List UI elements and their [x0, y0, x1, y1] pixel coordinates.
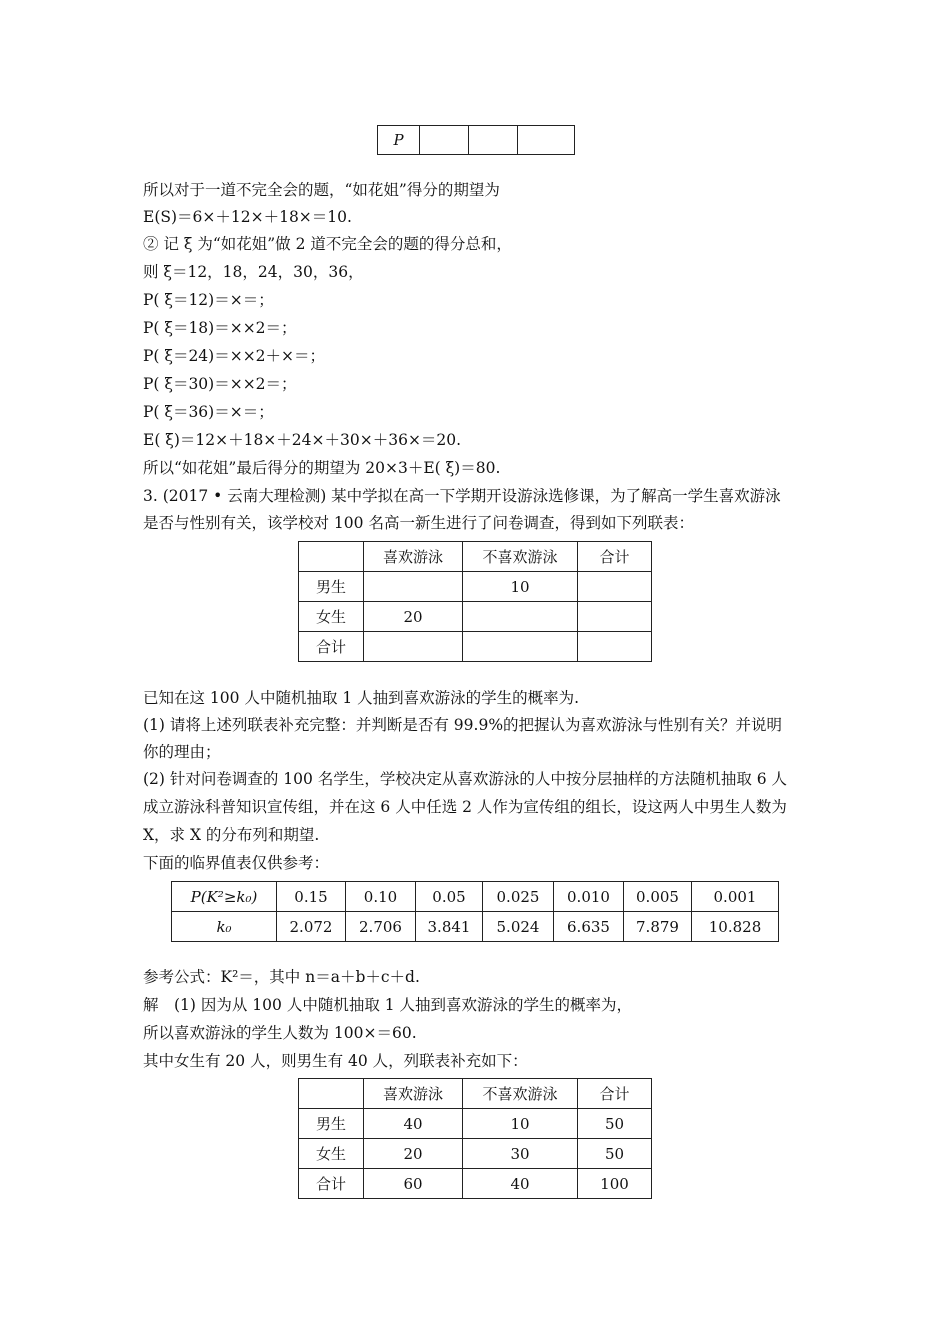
question-part-2: (2) 针对问卷调查的 100 名学生，学校决定从喜欢游泳的人中按分层抽样的方法随机抽取 6 人 [143, 770, 788, 788]
solution-text: 所以喜欢游泳的学生人数为 100×＝60. [143, 1024, 417, 1042]
table-header [299, 1079, 364, 1109]
formula-line: E( ξ)＝12×＋18×＋24×＋30×＋36×＝20. [143, 431, 462, 449]
table-cell: 0.010 [554, 882, 624, 912]
table-cell: 30 [463, 1139, 578, 1169]
solution-text: 解 (1) 因为从 100 人中随机抽取 1 人抽到喜欢游泳的学生的概率为， [143, 996, 633, 1014]
text-line: 已知在这 100 人中随机抽取 1 人抽到喜欢游泳的学生的概率为. [143, 689, 580, 707]
probability-table-fragment [377, 125, 575, 155]
formula-line: P( ξ＝12)＝×＝； [143, 291, 274, 309]
probability-cell [420, 126, 469, 155]
formula-line: P( ξ＝30)＝××2＝； [143, 375, 297, 393]
solution-text: 其中女生有 20 人，则男生有 40 人，列联表补充如下： [143, 1052, 528, 1070]
table-cell: 40 [364, 1109, 463, 1139]
table-cell: 50 [578, 1109, 652, 1139]
probability-label: P [378, 126, 420, 155]
table-header: 合计 [578, 542, 652, 572]
contingency-table-blank [298, 541, 652, 662]
table-cell: 0.025 [483, 882, 554, 912]
table-header: 不喜欢游泳 [463, 542, 578, 572]
table-cell: 2.072 [277, 912, 346, 942]
table-cell: 女生 [299, 602, 364, 632]
critical-value-table [171, 881, 779, 942]
table-cell: 0.05 [416, 882, 483, 912]
problem-statement: 3. (2017 • 云南大理检测) 某中学拟在高一下学期开设游泳选修课，为了解高一学生喜欢游泳 [143, 487, 781, 505]
question-part-2: 成立游泳科普知识宣传组，并在这 6 人中任选 2 人作为宣传组的组长，设这两人中男生人数为 [143, 798, 787, 816]
table-cell: 0.005 [624, 882, 692, 912]
table-cell: 7.879 [624, 912, 692, 942]
probability-cell [518, 126, 575, 155]
text-line: 则 ξ＝12，18，24，30，36， [143, 263, 364, 281]
table-header: 喜欢游泳 [364, 542, 463, 572]
table-cell [578, 572, 652, 602]
table-cell: 10 [463, 1109, 578, 1139]
question-part-1: 你的理由； [143, 743, 221, 761]
table-header: 合计 [578, 1079, 652, 1109]
table-cell: 0.15 [277, 882, 346, 912]
table-cell: P(K²≥k₀) [172, 882, 277, 912]
table-cell [463, 602, 578, 632]
table-header [299, 542, 364, 572]
table-cell: 20 [364, 602, 463, 632]
table-cell: 60 [364, 1169, 463, 1199]
formula-line: P( ξ＝36)＝×＝； [143, 403, 274, 421]
formula-line: E(S)＝6×＋12×＋18×＝10. [143, 208, 352, 226]
question-part-2: X，求 X 的分布列和期望. [143, 826, 320, 844]
table-cell: 合计 [299, 1169, 364, 1199]
table-cell: 2.706 [346, 912, 416, 942]
contingency-table-completed [298, 1078, 652, 1199]
table-cell: 5.024 [483, 912, 554, 942]
table-cell: 男生 [299, 572, 364, 602]
table-cell: 3.841 [416, 912, 483, 942]
table-cell [578, 602, 652, 632]
table-cell: 10.828 [692, 912, 779, 942]
formula-line: P( ξ＝24)＝××2＋×＝； [143, 347, 326, 365]
problem-statement: 是否与性别有关，该学校对 100 名高一新生进行了问卷调查，得到如下列联表： [143, 514, 694, 532]
question-part-1: (1) 请将上述列联表补充完整：并判断是否有 99.9%的把握认为喜欢游泳与性别有关？并说明 [143, 716, 783, 734]
text-line: 下面的临界值表仅供参考： [143, 854, 330, 872]
table-cell: 6.635 [554, 912, 624, 942]
table-cell [463, 632, 578, 662]
reference-formula: 参考公式：K²＝，其中 n＝a＋b＋c＋d. [143, 968, 420, 986]
table-cell [364, 572, 463, 602]
table-cell: 合计 [299, 632, 364, 662]
text-line: 所以“如花姐”最后得分的期望为 20×3＋E( ξ)＝80. [143, 459, 501, 477]
text-line: 所以对于一道不完全会的题，“如花姐”得分的期望为 [143, 181, 500, 199]
probability-cell [469, 126, 518, 155]
table-cell: 0.001 [692, 882, 779, 912]
table-cell: 40 [463, 1169, 578, 1199]
table-cell [578, 632, 652, 662]
text-line: ② 记 ξ 为“如花姐”做 2 道不完全会的题的得分总和， [143, 235, 512, 253]
table-cell: 男生 [299, 1109, 364, 1139]
table-header: 不喜欢游泳 [463, 1079, 578, 1109]
table-cell: 100 [578, 1169, 652, 1199]
table-cell: 50 [578, 1139, 652, 1169]
table-cell: 20 [364, 1139, 463, 1169]
formula-line: P( ξ＝18)＝××2＝； [143, 319, 297, 337]
table-cell: k₀ [172, 912, 277, 942]
table-cell: 女生 [299, 1139, 364, 1169]
table-header: 喜欢游泳 [364, 1079, 463, 1109]
table-cell: 10 [463, 572, 578, 602]
table-cell [364, 632, 463, 662]
table-cell: 0.10 [346, 882, 416, 912]
